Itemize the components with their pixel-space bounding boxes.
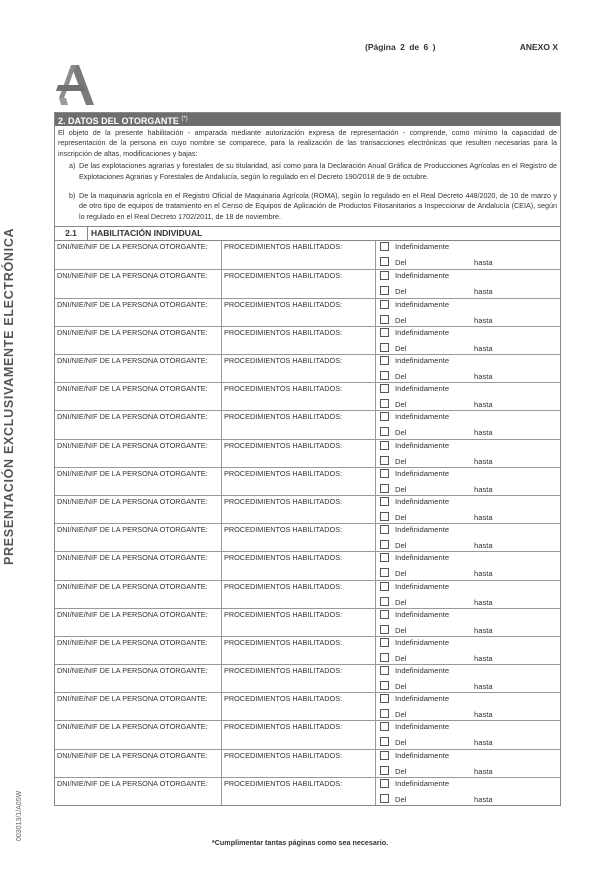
procedures-label: PROCEDIMIENTOS HABILITADOS: bbox=[224, 694, 343, 704]
procedures-label: PROCEDIMIENTOS HABILITADOS: bbox=[224, 440, 343, 450]
from-label: Del bbox=[395, 625, 407, 635]
until-label: hasta bbox=[474, 287, 493, 297]
procedures-label: PROCEDIMIENTOS HABILITADOS: bbox=[224, 637, 343, 647]
procedures-field[interactable] bbox=[222, 440, 376, 467]
submission-notice: PRESENTACIÓN EXCLUSIVAMENTE ELECTRÓNICA bbox=[2, 227, 16, 565]
indefinite-label: Indefinidamente bbox=[395, 694, 450, 704]
dni-field[interactable] bbox=[55, 241, 222, 269]
date-range-checkbox[interactable] bbox=[380, 597, 389, 606]
page-header bbox=[300, 42, 558, 56]
until-label: hasta bbox=[474, 597, 493, 607]
dni-label: DNI/NIE/NIF DE LA PERSONA OTORGANTE: bbox=[57, 440, 208, 450]
table-row bbox=[55, 326, 560, 354]
from-label: Del bbox=[395, 682, 407, 692]
from-label: Del bbox=[395, 569, 407, 579]
indefinite-checkbox[interactable] bbox=[380, 271, 389, 280]
period-cell bbox=[376, 721, 560, 748]
period-cell bbox=[376, 355, 560, 382]
indefinite-checkbox[interactable] bbox=[380, 300, 389, 309]
dni-label: DNI/NIE/NIF DE LA PERSONA OTORGANTE: bbox=[57, 384, 208, 394]
indefinite-checkbox[interactable] bbox=[380, 779, 389, 788]
procedures-field[interactable] bbox=[222, 693, 376, 720]
annex-label: ANEXO X bbox=[519, 42, 558, 52]
dni-field[interactable] bbox=[55, 440, 222, 467]
indefinite-checkbox[interactable] bbox=[380, 722, 389, 731]
indefinite-checkbox[interactable] bbox=[380, 497, 389, 506]
period-cell bbox=[376, 750, 560, 777]
procedures-label: PROCEDIMIENTOS HABILITADOS: bbox=[224, 553, 343, 563]
date-range-checkbox[interactable] bbox=[380, 681, 389, 690]
date-range-checkbox[interactable] bbox=[380, 737, 389, 746]
indefinite-label: Indefinidamente bbox=[395, 299, 450, 309]
form-code: 003013/1/A05W bbox=[16, 790, 23, 841]
procedures-label: PROCEDIMIENTOS HABILITADOS: bbox=[224, 242, 343, 252]
grantor-section bbox=[54, 112, 561, 806]
table-row bbox=[55, 298, 560, 326]
procedures-field[interactable] bbox=[222, 299, 376, 326]
date-range-checkbox[interactable] bbox=[380, 371, 389, 380]
table-row bbox=[55, 382, 560, 410]
indefinite-checkbox[interactable] bbox=[380, 610, 389, 619]
from-label: Del bbox=[395, 597, 407, 607]
dni-field[interactable] bbox=[55, 327, 222, 354]
period-cell bbox=[376, 581, 560, 608]
procedures-field[interactable] bbox=[222, 524, 376, 551]
indefinite-label: Indefinidamente bbox=[395, 468, 450, 478]
indefinite-label: Indefinidamente bbox=[395, 581, 450, 591]
scope-item: a) De las explotaciones agrarias y forestales de su titularidad, así como para la Declaración Anual Gráfica de Producciones Agrícolas en el Registro de Explotaciones Agrarias y Forestales de Andalucía, según lo regulado en el Decreto 190/2018 de 9 de octubre. bbox=[69, 161, 557, 181]
date-range-checkbox[interactable] bbox=[380, 625, 389, 634]
date-range-checkbox[interactable] bbox=[380, 568, 389, 577]
footnote: *Cumplimentar tantas páginas como sea necesario. bbox=[211, 838, 389, 847]
procedures-field[interactable] bbox=[222, 552, 376, 579]
table-row bbox=[55, 410, 560, 438]
procedures-label: PROCEDIMIENTOS HABILITADOS: bbox=[224, 356, 343, 365]
from-label: Del bbox=[395, 315, 407, 325]
dni-field[interactable] bbox=[55, 468, 222, 495]
table-row bbox=[55, 580, 560, 608]
procedures-field[interactable] bbox=[222, 665, 376, 692]
indefinite-label: Indefinidamente bbox=[395, 750, 450, 760]
indefinite-label: Indefinidamente bbox=[395, 412, 450, 422]
dni-label: DNI/NIE/NIF DE LA PERSONA OTORGANTE: bbox=[57, 327, 208, 337]
dni-label: DNI/NIE/NIF DE LA PERSONA OTORGANTE: bbox=[57, 299, 208, 309]
procedures-field[interactable] bbox=[222, 270, 376, 297]
period-cell bbox=[376, 609, 560, 636]
dni-field[interactable] bbox=[55, 609, 222, 636]
page-number: (Página 2 de 6 ) bbox=[365, 42, 436, 52]
dni-field[interactable] bbox=[55, 299, 222, 326]
procedures-label: PROCEDIMIENTOS HABILITADOS: bbox=[224, 778, 343, 788]
from-label: Del bbox=[395, 456, 407, 466]
indefinite-label: Indefinidamente bbox=[395, 271, 450, 281]
table-row bbox=[55, 241, 560, 269]
from-label: Del bbox=[395, 372, 407, 381]
procedures-field[interactable] bbox=[222, 496, 376, 523]
procedures-label: PROCEDIMIENTOS HABILITADOS: bbox=[224, 496, 343, 506]
procedures-label: PROCEDIMIENTOS HABILITADOS: bbox=[224, 666, 343, 676]
table-row bbox=[55, 467, 560, 495]
period-cell bbox=[376, 383, 560, 410]
indefinite-checkbox[interactable] bbox=[380, 356, 389, 365]
procedures-field[interactable] bbox=[222, 581, 376, 608]
date-range-checkbox[interactable] bbox=[380, 399, 389, 408]
period-cell bbox=[376, 524, 560, 551]
indefinite-label: Indefinidamente bbox=[395, 384, 450, 394]
dni-label: DNI/NIE/NIF DE LA PERSONA OTORGANTE: bbox=[57, 271, 208, 281]
until-label: hasta bbox=[474, 569, 493, 579]
procedures-field[interactable] bbox=[222, 241, 376, 269]
scope-item: b) De la maquinaria agrícola en el Registro Oficial de Maquinaria Agrícola (ROMA), según lo regulado en el Real Decreto 448/2020, de 10 de marzo y de otro tipo de equipos de tratamiento en el Censo de Equipos de Aplicación de Productos Fitosanitarios a Inspeccionar de Andalucía (CEIA), según lo regulado en el Real Decreto 1702/2011, de 18 de noviembre. bbox=[69, 191, 557, 221]
dni-label: DNI/NIE/NIF DE LA PERSONA OTORGANTE: bbox=[57, 722, 208, 732]
until-label: hasta bbox=[474, 512, 493, 522]
until-label: hasta bbox=[474, 710, 493, 720]
from-label: Del bbox=[395, 512, 407, 522]
from-label: Del bbox=[395, 738, 407, 748]
from-label: Del bbox=[395, 343, 407, 353]
procedures-label: PROCEDIMIENTOS HABILITADOS: bbox=[224, 581, 343, 591]
indefinite-checkbox[interactable] bbox=[380, 582, 389, 591]
period-cell bbox=[376, 496, 560, 523]
procedures-field[interactable] bbox=[222, 383, 376, 410]
until-label: hasta bbox=[474, 343, 493, 353]
from-label: Del bbox=[395, 287, 407, 297]
until-label: hasta bbox=[474, 400, 493, 410]
procedures-label: PROCEDIMIENTOS HABILITADOS: bbox=[224, 722, 343, 732]
period-cell bbox=[376, 468, 560, 495]
dni-field[interactable] bbox=[55, 693, 222, 720]
dni-field[interactable] bbox=[55, 637, 222, 664]
date-range-checkbox[interactable] bbox=[380, 427, 389, 436]
period-cell bbox=[376, 327, 560, 354]
dni-label: DNI/NIE/NIF DE LA PERSONA OTORGANTE: bbox=[57, 609, 208, 619]
dni-field[interactable] bbox=[55, 524, 222, 551]
section-title: 2. DATOS DEL OTORGANTE (*) bbox=[55, 113, 560, 126]
dni-label: DNI/NIE/NIF DE LA PERSONA OTORGANTE: bbox=[57, 637, 208, 647]
indefinite-label: Indefinidamente bbox=[395, 356, 450, 365]
until-label: hasta bbox=[474, 682, 493, 692]
table-row bbox=[55, 636, 560, 664]
dni-label: DNI/NIE/NIF DE LA PERSONA OTORGANTE: bbox=[57, 468, 208, 478]
date-range-checkbox[interactable] bbox=[380, 766, 389, 775]
date-range-checkbox[interactable] bbox=[380, 456, 389, 465]
dni-label: DNI/NIE/NIF DE LA PERSONA OTORGANTE: bbox=[57, 694, 208, 704]
date-range-checkbox[interactable] bbox=[380, 484, 389, 493]
dni-field[interactable] bbox=[55, 552, 222, 579]
from-label: Del bbox=[395, 428, 407, 438]
table-row bbox=[55, 495, 560, 523]
procedures-field[interactable] bbox=[222, 327, 376, 354]
period-cell bbox=[376, 637, 560, 664]
indefinite-checkbox[interactable] bbox=[380, 553, 389, 562]
from-label: Del bbox=[395, 400, 407, 410]
period-cell bbox=[376, 270, 560, 297]
indefinite-checkbox[interactable] bbox=[380, 638, 389, 647]
procedures-label: PROCEDIMIENTOS HABILITADOS: bbox=[224, 468, 343, 478]
dni-field[interactable] bbox=[55, 778, 222, 805]
procedures-field[interactable] bbox=[222, 468, 376, 495]
indefinite-label: Indefinidamente bbox=[395, 525, 450, 535]
procedures-label: PROCEDIMIENTOS HABILITADOS: bbox=[224, 384, 343, 394]
dni-label: DNI/NIE/NIF DE LA PERSONA OTORGANTE: bbox=[57, 666, 208, 676]
procedures-field[interactable] bbox=[222, 355, 376, 382]
table-row bbox=[55, 777, 560, 805]
indefinite-label: Indefinidamente bbox=[395, 496, 450, 506]
until-label: hasta bbox=[474, 625, 493, 635]
dni-field[interactable] bbox=[55, 581, 222, 608]
dni-label: DNI/NIE/NIF DE LA PERSONA OTORGANTE: bbox=[57, 356, 208, 365]
from-label: Del bbox=[395, 710, 407, 720]
dni-label: DNI/NIE/NIF DE LA PERSONA OTORGANTE: bbox=[57, 750, 208, 760]
indefinite-checkbox[interactable] bbox=[380, 242, 389, 251]
from-label: Del bbox=[395, 484, 407, 494]
procedures-label: PROCEDIMIENTOS HABILITADOS: bbox=[224, 525, 343, 535]
table-row bbox=[55, 664, 560, 692]
dni-field[interactable] bbox=[55, 721, 222, 748]
indefinite-label: Indefinidamente bbox=[395, 609, 450, 619]
date-range-checkbox[interactable] bbox=[380, 315, 389, 324]
dni-label: DNI/NIE/NIF DE LA PERSONA OTORGANTE: bbox=[57, 553, 208, 563]
until-label: hasta bbox=[474, 315, 493, 325]
date-range-checkbox[interactable] bbox=[380, 540, 389, 549]
table-row bbox=[55, 269, 560, 297]
procedures-field[interactable] bbox=[222, 778, 376, 805]
until-label: hasta bbox=[474, 456, 493, 466]
indefinite-label: Indefinidamente bbox=[395, 553, 450, 563]
date-range-checkbox[interactable] bbox=[380, 286, 389, 295]
table-row bbox=[55, 692, 560, 720]
until-label: hasta bbox=[474, 484, 493, 494]
procedures-label: PROCEDIMIENTOS HABILITADOS: bbox=[224, 299, 343, 309]
procedures-field[interactable] bbox=[222, 411, 376, 438]
until-label: hasta bbox=[474, 738, 493, 748]
period-cell bbox=[376, 241, 560, 269]
dni-label: DNI/NIE/NIF DE LA PERSONA OTORGANTE: bbox=[57, 412, 208, 422]
procedures-field[interactable] bbox=[222, 637, 376, 664]
until-label: hasta bbox=[474, 541, 493, 551]
procedures-label: PROCEDIMIENTOS HABILITADOS: bbox=[224, 750, 343, 760]
indefinite-label: Indefinidamente bbox=[395, 637, 450, 647]
table-row bbox=[55, 439, 560, 467]
indefinite-checkbox[interactable] bbox=[380, 441, 389, 450]
period-cell bbox=[376, 665, 560, 692]
period-cell bbox=[376, 552, 560, 579]
date-range-checkbox[interactable] bbox=[380, 343, 389, 352]
dni-field[interactable] bbox=[55, 411, 222, 438]
dni-field[interactable] bbox=[55, 355, 222, 382]
dni-label: DNI/NIE/NIF DE LA PERSONA OTORGANTE: bbox=[57, 581, 208, 591]
dni-field[interactable] bbox=[55, 383, 222, 410]
date-range-checkbox[interactable] bbox=[380, 653, 389, 662]
dni-field[interactable] bbox=[55, 270, 222, 297]
indefinite-checkbox[interactable] bbox=[380, 469, 389, 478]
indefinite-checkbox[interactable] bbox=[380, 384, 389, 393]
indefinite-checkbox[interactable] bbox=[380, 694, 389, 703]
until-label: hasta bbox=[474, 653, 493, 663]
indefinite-checkbox[interactable] bbox=[380, 525, 389, 534]
table-row bbox=[55, 608, 560, 636]
until-label: hasta bbox=[474, 766, 493, 776]
until-label: hasta bbox=[474, 428, 493, 438]
until-label: hasta bbox=[474, 258, 493, 268]
procedures-field[interactable] bbox=[222, 750, 376, 777]
from-label: Del bbox=[395, 258, 407, 268]
until-label: hasta bbox=[474, 372, 493, 381]
period-cell bbox=[376, 778, 560, 805]
procedures-label: PROCEDIMIENTOS HABILITADOS: bbox=[224, 271, 343, 281]
indefinite-checkbox[interactable] bbox=[380, 751, 389, 760]
from-label: Del bbox=[395, 794, 407, 804]
date-range-checkbox[interactable] bbox=[380, 794, 389, 803]
indefinite-label: Indefinidamente bbox=[395, 778, 450, 788]
dni-label: DNI/NIE/NIF DE LA PERSONA OTORGANTE: bbox=[57, 525, 208, 535]
subsection-title: 2.1 HABILITACIÓN INDIVIDUAL bbox=[55, 226, 560, 240]
procedures-field[interactable] bbox=[222, 721, 376, 748]
procedures-label: PROCEDIMIENTOS HABILITADOS: bbox=[224, 412, 343, 422]
table-row bbox=[55, 720, 560, 748]
indefinite-label: Indefinidamente bbox=[395, 242, 450, 252]
period-cell bbox=[376, 440, 560, 467]
period-cell bbox=[376, 411, 560, 438]
andalucia-logo-icon bbox=[56, 65, 94, 105]
dni-field[interactable] bbox=[55, 496, 222, 523]
dni-label: DNI/NIE/NIF DE LA PERSONA OTORGANTE: bbox=[57, 242, 208, 252]
from-label: Del bbox=[395, 541, 407, 551]
period-cell bbox=[376, 299, 560, 326]
table-row bbox=[55, 749, 560, 777]
dni-label: DNI/NIE/NIF DE LA PERSONA OTORGANTE: bbox=[57, 496, 208, 506]
dni-label: DNI/NIE/NIF DE LA PERSONA OTORGANTE: bbox=[57, 778, 208, 788]
procedures-label: PROCEDIMIENTOS HABILITADOS: bbox=[224, 609, 343, 619]
indefinite-checkbox[interactable] bbox=[380, 412, 389, 421]
dni-field[interactable] bbox=[55, 750, 222, 777]
date-range-checkbox[interactable] bbox=[380, 257, 389, 266]
table-row bbox=[55, 354, 560, 382]
indefinite-checkbox[interactable] bbox=[380, 666, 389, 675]
date-range-checkbox[interactable] bbox=[380, 512, 389, 521]
table-row bbox=[55, 523, 560, 551]
indefinite-checkbox[interactable] bbox=[380, 328, 389, 337]
until-label: hasta bbox=[474, 794, 493, 804]
authorization-table bbox=[55, 240, 560, 805]
indefinite-label: Indefinidamente bbox=[395, 722, 450, 732]
dni-field[interactable] bbox=[55, 665, 222, 692]
date-range-checkbox[interactable] bbox=[380, 709, 389, 718]
scope-list bbox=[55, 159, 560, 222]
table-row bbox=[55, 551, 560, 579]
intro-text: El objeto de la presente habilitación - amparada mediante autorización expresa de representación - comprende, como mínimo la capacidad de representación de la persona en cuyo nombre se comparece, para la realización de las transacciones electrónicas que resulten necesarias para la inscripción de altas, modificaciones y bajas: bbox=[58, 128, 557, 158]
indefinite-label: Indefinidamente bbox=[395, 666, 450, 676]
from-label: Del bbox=[395, 766, 407, 776]
indefinite-label: Indefinidamente bbox=[395, 440, 450, 450]
period-cell bbox=[376, 693, 560, 720]
procedures-field[interactable] bbox=[222, 609, 376, 636]
from-label: Del bbox=[395, 653, 407, 663]
procedures-label: PROCEDIMIENTOS HABILITADOS: bbox=[224, 327, 343, 337]
indefinite-label: Indefinidamente bbox=[395, 327, 450, 337]
